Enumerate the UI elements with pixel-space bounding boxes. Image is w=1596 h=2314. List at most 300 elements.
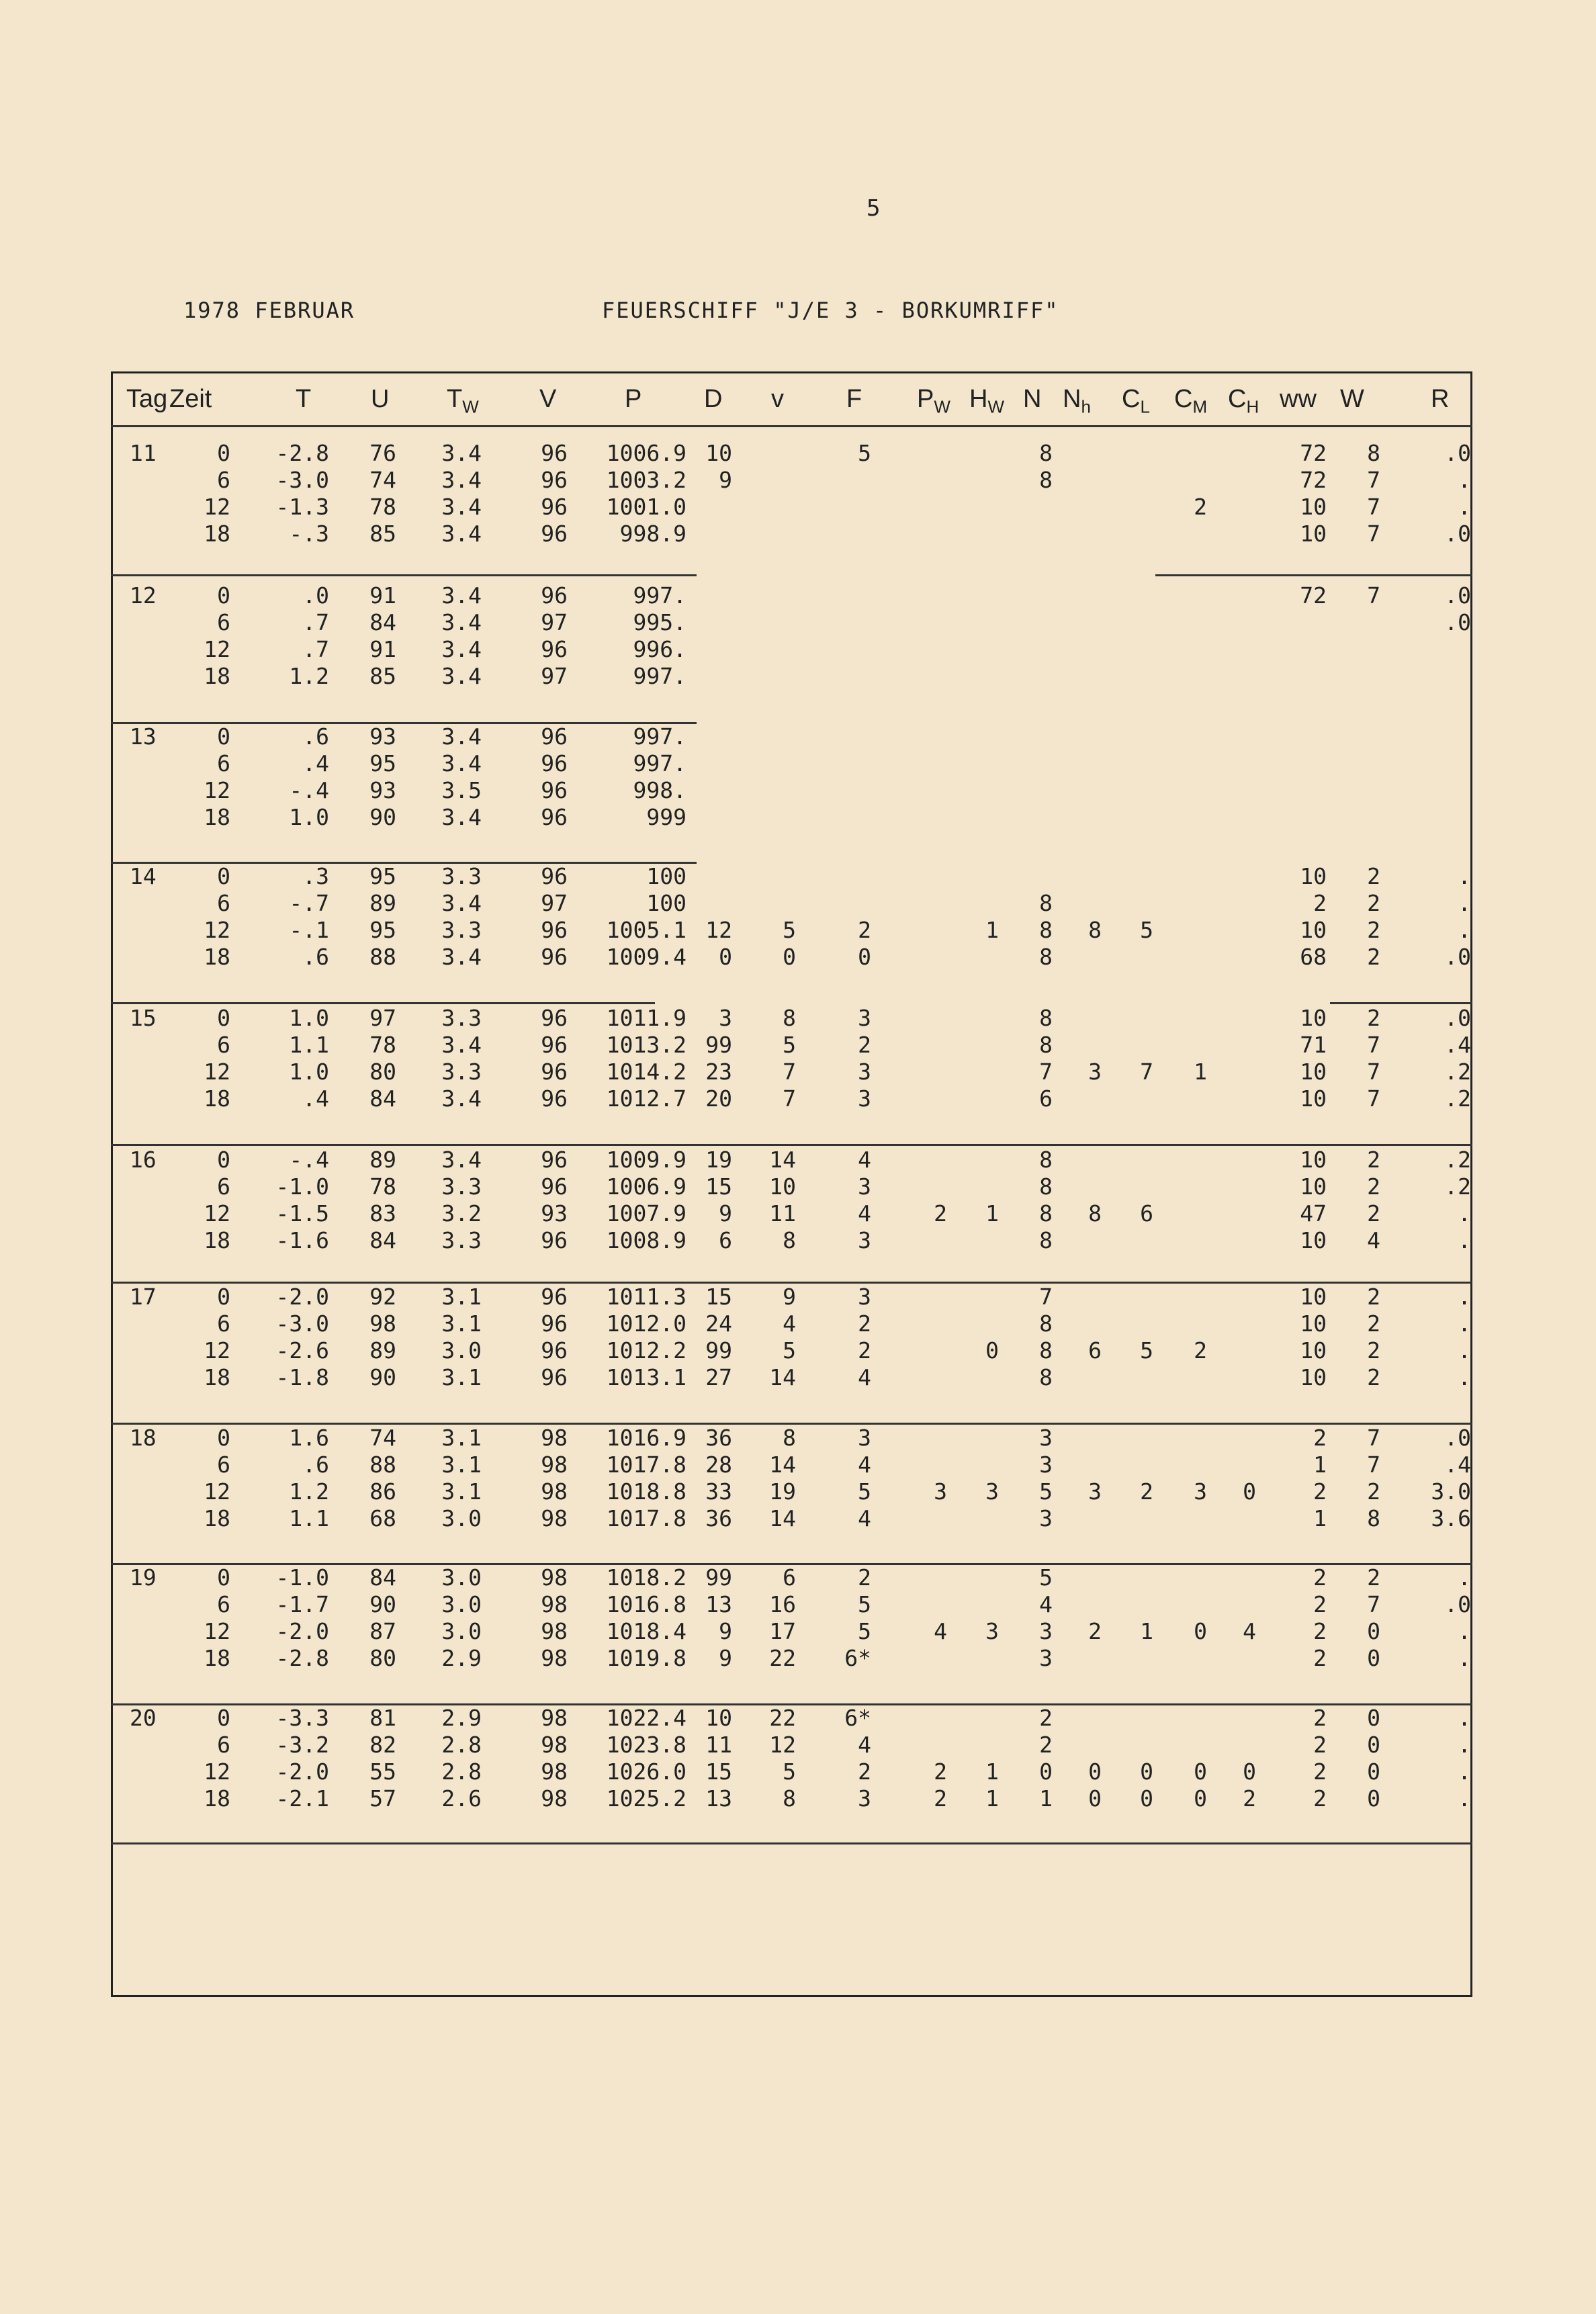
table-cell: 0 bbox=[719, 944, 732, 970]
table-cell: 96 bbox=[541, 1059, 568, 1085]
table-cell: 0 bbox=[217, 863, 230, 889]
table-cell: 98 bbox=[541, 1785, 568, 1812]
table-cell: 2 bbox=[1313, 1785, 1327, 1812]
column-header bbox=[1431, 385, 1449, 414]
table-cell: 2 bbox=[1367, 1005, 1380, 1031]
table-cell: 8 bbox=[1039, 1200, 1053, 1227]
column-header bbox=[1340, 385, 1364, 414]
table-cell: 0 bbox=[217, 1284, 230, 1310]
column-header bbox=[1228, 385, 1259, 418]
table-cell: 6 bbox=[719, 1227, 732, 1253]
table-cell: 10 bbox=[1300, 494, 1327, 520]
table-cell: 6 bbox=[217, 1732, 230, 1758]
table-cell: 1026.0 bbox=[606, 1759, 686, 1785]
table-cell: 68 bbox=[369, 1505, 396, 1531]
table-cell: 10 bbox=[1300, 917, 1327, 943]
table-cell: .0 bbox=[1444, 440, 1471, 466]
table-cell: 12 bbox=[204, 917, 230, 943]
table-cell: 13 bbox=[705, 1785, 732, 1812]
table-cell: 2 bbox=[1313, 1705, 1327, 1731]
table-cell: 10 bbox=[1300, 1227, 1327, 1253]
table-cell: 98 bbox=[541, 1618, 568, 1644]
table-cell: 4 bbox=[858, 1200, 871, 1227]
table-cell: 78 bbox=[369, 1032, 396, 1058]
table-cell: 71 bbox=[1300, 1032, 1327, 1058]
table-cell: 1.1 bbox=[289, 1505, 329, 1531]
table-cell: 4 bbox=[858, 1452, 871, 1478]
table-cell: 1.0 bbox=[289, 804, 329, 830]
table-cell: 4 bbox=[858, 1364, 871, 1390]
table-cell: 96 bbox=[541, 750, 568, 776]
column-header-main: T bbox=[447, 385, 463, 413]
table-cell: 1013.1 bbox=[606, 1364, 686, 1390]
table-cell: 0 bbox=[1367, 1785, 1380, 1812]
table-cell: 3 bbox=[1088, 1478, 1102, 1505]
table-cell: 5 bbox=[1039, 1564, 1053, 1591]
table-cell: 8 bbox=[1367, 1505, 1380, 1531]
table-cell: 3.0 bbox=[441, 1505, 482, 1531]
table-cell: .0 bbox=[1444, 609, 1471, 635]
table-cell: . bbox=[1458, 467, 1471, 493]
table-cell: 1 bbox=[1313, 1452, 1327, 1478]
table-cell: .0 bbox=[1444, 1005, 1471, 1031]
table-cell: 3.6 bbox=[1431, 1505, 1471, 1531]
table-cell: 7 bbox=[1039, 1284, 1053, 1310]
table-cell: 2 bbox=[858, 1759, 871, 1785]
table-cell: 98 bbox=[541, 1705, 568, 1731]
table-cell: 28 bbox=[705, 1452, 732, 1478]
table-cell: 6 bbox=[217, 1032, 230, 1058]
table-cell: 10 bbox=[1300, 1337, 1327, 1364]
table-cell: 84 bbox=[369, 1564, 396, 1591]
table-cell: 15 bbox=[705, 1173, 732, 1200]
table-cell: 12 bbox=[204, 777, 230, 803]
table-cell: 98 bbox=[541, 1759, 568, 1785]
table-cell: 1005.1 bbox=[606, 917, 686, 943]
table-cell: 1.0 bbox=[289, 1005, 329, 1031]
table-cell: 1011.9 bbox=[606, 1005, 686, 1031]
table-cell: 3.4 bbox=[441, 804, 482, 830]
table-cell: . bbox=[1458, 1618, 1471, 1644]
table-cell: 995. bbox=[633, 609, 686, 635]
table-cell: 93 bbox=[369, 723, 396, 750]
table-cell: -.3 bbox=[289, 521, 329, 547]
column-header bbox=[126, 385, 167, 414]
table-cell: 3.0 bbox=[441, 1564, 482, 1591]
table-cell: 3.4 bbox=[441, 609, 482, 635]
table-cell: 2 bbox=[1367, 890, 1380, 916]
column-header-subscript: W bbox=[987, 396, 1004, 417]
table-cell: 2 bbox=[1367, 944, 1380, 970]
table-cell: 10 bbox=[1300, 1284, 1327, 1310]
table-cell: 1.1 bbox=[289, 1032, 329, 1058]
day-tag: 20 bbox=[130, 1705, 157, 1731]
table-cell: 1011.3 bbox=[606, 1284, 686, 1310]
table-cell: -2.0 bbox=[275, 1759, 329, 1785]
table-cell: 998. bbox=[633, 777, 686, 803]
column-header-main: W bbox=[1340, 385, 1364, 413]
table-cell: -2.1 bbox=[275, 1785, 329, 1812]
table-cell: 0 bbox=[1243, 1478, 1256, 1505]
column-header-main: v bbox=[771, 385, 784, 413]
table-cell: -.1 bbox=[289, 917, 329, 943]
table-cell: 98 bbox=[541, 1732, 568, 1758]
table-cell: 14 bbox=[769, 1364, 796, 1390]
table-cell: 1007.9 bbox=[606, 1200, 686, 1227]
table-cell: 0 bbox=[1039, 1759, 1053, 1785]
table-cell: 1 bbox=[1313, 1505, 1327, 1531]
table-cell: 10 bbox=[1300, 1364, 1327, 1390]
table-cell: 3.3 bbox=[441, 1059, 482, 1085]
table-cell: 6 bbox=[217, 609, 230, 635]
table-cell: 6 bbox=[217, 1452, 230, 1478]
table-cell: . bbox=[1458, 1564, 1471, 1591]
table-cell: 8 bbox=[1039, 890, 1053, 916]
table-cell: 8 bbox=[1039, 1227, 1053, 1253]
table-cell: 1 bbox=[1140, 1618, 1153, 1644]
table-cell: 3.4 bbox=[441, 890, 482, 916]
table-cell: 10 bbox=[1300, 1173, 1327, 1200]
column-header-main: F bbox=[846, 385, 862, 413]
table-cell: 1017.8 bbox=[606, 1452, 686, 1478]
table-cell: 3 bbox=[858, 1425, 871, 1451]
table-cell: 12 bbox=[769, 1732, 796, 1758]
column-header-main: T bbox=[296, 385, 312, 413]
table-cell: 2 bbox=[1313, 1425, 1327, 1451]
table-cell: 97 bbox=[541, 890, 568, 916]
table-cell: 96 bbox=[541, 1173, 568, 1200]
table-cell: 5 bbox=[783, 1759, 796, 1785]
table-cell: 96 bbox=[541, 1364, 568, 1390]
table-cell: 3.4 bbox=[441, 582, 482, 609]
table-cell: 89 bbox=[369, 1147, 396, 1173]
table-cell: 89 bbox=[369, 890, 396, 916]
day-tag: 17 bbox=[130, 1284, 157, 1310]
table-cell: 4 bbox=[858, 1505, 871, 1531]
table-cell: 8 bbox=[1039, 1032, 1053, 1058]
table-cell: 1025.2 bbox=[606, 1785, 686, 1812]
table-cell: .0 bbox=[1444, 582, 1471, 609]
table-cell: 95 bbox=[369, 917, 396, 943]
table-cell: 15 bbox=[705, 1284, 732, 1310]
table-cell: 7 bbox=[1367, 582, 1380, 609]
table-cell: .6 bbox=[302, 723, 329, 750]
table-cell: 2 bbox=[858, 1337, 871, 1364]
table-cell: 95 bbox=[369, 750, 396, 776]
table-cell: 2.6 bbox=[441, 1785, 482, 1812]
table-cell: 4 bbox=[1243, 1618, 1256, 1644]
table-cell: -3.3 bbox=[275, 1705, 329, 1731]
table-cell: -1.0 bbox=[275, 1564, 329, 1591]
table-cell: 2 bbox=[1313, 1564, 1327, 1591]
table-cell: 2 bbox=[934, 1785, 947, 1812]
table-cell: 96 bbox=[541, 944, 568, 970]
table-cell: 2 bbox=[1367, 1147, 1380, 1173]
column-header-main: H bbox=[969, 385, 988, 413]
table-cell: 7 bbox=[783, 1059, 796, 1085]
table-cell: .6 bbox=[302, 944, 329, 970]
table-cell: -3.0 bbox=[275, 467, 329, 493]
day-tag: 11 bbox=[130, 440, 157, 466]
table-cell: 12 bbox=[204, 494, 230, 520]
table-cell: 5 bbox=[1039, 1478, 1053, 1505]
table-cell: 3.1 bbox=[441, 1284, 482, 1310]
table-cell: 36 bbox=[705, 1425, 732, 1451]
table-cell: 6 bbox=[1039, 1085, 1053, 1112]
column-header-main: Zeit bbox=[169, 385, 212, 413]
table-cell: 1.2 bbox=[289, 663, 329, 689]
table-cell: 8 bbox=[1088, 1200, 1102, 1227]
table-cell: 5 bbox=[783, 917, 796, 943]
table-cell: 7 bbox=[1367, 1032, 1380, 1058]
table-cell: 5 bbox=[1140, 1337, 1153, 1364]
table-cell: 10 bbox=[1300, 1085, 1327, 1112]
table-cell: 1 bbox=[1039, 1785, 1053, 1812]
table-cell: 5 bbox=[858, 440, 871, 466]
table-cell: 2.9 bbox=[441, 1645, 482, 1671]
table-cell: . bbox=[1458, 1759, 1471, 1785]
table-cell: 84 bbox=[369, 1227, 396, 1253]
day-tag: 15 bbox=[130, 1005, 157, 1031]
table-cell: 0 bbox=[217, 440, 230, 466]
table-cell: 1.0 bbox=[289, 1059, 329, 1085]
table-cell: 6* bbox=[844, 1705, 871, 1731]
table-cell: 1018.8 bbox=[606, 1478, 686, 1505]
table-cell: 3.1 bbox=[441, 1478, 482, 1505]
table-cell: 2 bbox=[1313, 1591, 1327, 1617]
table-cell: 3.4 bbox=[441, 723, 482, 750]
table-cell: 7 bbox=[1367, 1425, 1380, 1451]
table-cell: 84 bbox=[369, 609, 396, 635]
table-cell: 10 bbox=[1300, 863, 1327, 889]
table-cell: 4 bbox=[1039, 1591, 1053, 1617]
table-cell: 997. bbox=[633, 750, 686, 776]
table-cell: 96 bbox=[541, 1310, 568, 1337]
table-cell: . bbox=[1458, 1337, 1471, 1364]
table-cell: 19 bbox=[705, 1147, 732, 1173]
column-header bbox=[447, 385, 479, 418]
table-cell: 10 bbox=[1300, 1005, 1327, 1031]
table-cell: 3 bbox=[985, 1478, 999, 1505]
table-cell: . bbox=[1458, 494, 1471, 520]
table-cell: 96 bbox=[541, 777, 568, 803]
table-cell: 8 bbox=[783, 1425, 796, 1451]
row-rule bbox=[111, 1144, 1472, 1146]
table-cell: .6 bbox=[302, 1452, 329, 1478]
table-cell: 3 bbox=[858, 1059, 871, 1085]
table-cell: 3.1 bbox=[441, 1452, 482, 1478]
table-cell: 0 bbox=[217, 723, 230, 750]
table-cell: -2.0 bbox=[275, 1618, 329, 1644]
column-header bbox=[296, 385, 311, 414]
table-cell: 996. bbox=[633, 636, 686, 662]
table-cell: 98 bbox=[541, 1425, 568, 1451]
table-cell: 3 bbox=[858, 1284, 871, 1310]
table-cell: 3 bbox=[1039, 1425, 1053, 1451]
table-cell: . bbox=[1458, 1310, 1471, 1337]
day-tag: 16 bbox=[130, 1147, 157, 1173]
table-cell: 22 bbox=[769, 1645, 796, 1671]
table-cell: 72 bbox=[1300, 440, 1327, 466]
table-cell: 1001.0 bbox=[606, 494, 686, 520]
table-cell: 8 bbox=[783, 1227, 796, 1253]
table-cell: 3.2 bbox=[441, 1200, 482, 1227]
table-cell: 4 bbox=[858, 1147, 871, 1173]
table-cell: 3.1 bbox=[441, 1364, 482, 1390]
table-cell: 18 bbox=[204, 663, 230, 689]
table-cell: 100 bbox=[646, 863, 686, 889]
table-cell: 14 bbox=[769, 1147, 796, 1173]
table-cell: 7 bbox=[1367, 1059, 1380, 1085]
table-cell: 2 bbox=[1367, 1310, 1380, 1337]
table-cell: 14 bbox=[769, 1452, 796, 1478]
table-cell: 997. bbox=[633, 582, 686, 609]
table-cell: .7 bbox=[302, 609, 329, 635]
table-cell: 3.4 bbox=[441, 467, 482, 493]
table-cell: 3 bbox=[858, 1005, 871, 1031]
table-cell: 57 bbox=[369, 1785, 396, 1812]
table-cell: 1006.9 bbox=[606, 1173, 686, 1200]
table-cell: 8 bbox=[1367, 440, 1380, 466]
table-cell: 98 bbox=[541, 1478, 568, 1505]
table-cell: .0 bbox=[1444, 1425, 1471, 1451]
table-cell: 90 bbox=[369, 1591, 396, 1617]
table-cell: 3 bbox=[719, 1005, 732, 1031]
table-cell: 2 bbox=[934, 1759, 947, 1785]
table-cell: . bbox=[1458, 863, 1471, 889]
table-cell: 90 bbox=[369, 1364, 396, 1390]
table-cell: 7 bbox=[1367, 1085, 1380, 1112]
table-cell: 2 bbox=[934, 1200, 947, 1227]
table-cell: 100 bbox=[646, 890, 686, 916]
table-cell: 20 bbox=[705, 1085, 732, 1112]
table-cell: 3.3 bbox=[441, 917, 482, 943]
table-cell: 93 bbox=[369, 777, 396, 803]
table-cell: 4 bbox=[783, 1310, 796, 1337]
table-cell: 72 bbox=[1300, 582, 1327, 609]
column-header bbox=[1063, 385, 1091, 418]
column-header bbox=[704, 385, 722, 414]
table-cell: 3.4 bbox=[441, 663, 482, 689]
table-cell: 1022.4 bbox=[606, 1705, 686, 1731]
table-cell: 2 bbox=[1367, 917, 1380, 943]
table-cell: 1.2 bbox=[289, 1478, 329, 1505]
column-header-subscript: W bbox=[462, 396, 479, 417]
table-cell: 997. bbox=[633, 663, 686, 689]
table-cell: 74 bbox=[369, 1425, 396, 1451]
table-cell: 88 bbox=[369, 944, 396, 970]
table-cell: 95 bbox=[369, 863, 396, 889]
table-cell: .2 bbox=[1444, 1085, 1471, 1112]
table-cell: 8 bbox=[1039, 917, 1053, 943]
table-cell: 76 bbox=[369, 440, 396, 466]
table-cell: 3.3 bbox=[441, 1005, 482, 1031]
table-cell: 13 bbox=[705, 1591, 732, 1617]
table-cell: .0 bbox=[302, 582, 329, 609]
table-cell: 98 bbox=[369, 1310, 396, 1337]
table-cell: .4 bbox=[302, 1085, 329, 1112]
table-cell: 11 bbox=[705, 1732, 732, 1758]
column-header bbox=[846, 385, 862, 414]
table-cell: 2 bbox=[1313, 1645, 1327, 1671]
column-header bbox=[1122, 385, 1150, 418]
table-cell: 3 bbox=[934, 1478, 947, 1505]
table-cell: 98 bbox=[541, 1452, 568, 1478]
row-rule bbox=[111, 1002, 655, 1004]
table-cell: 2 bbox=[1367, 1173, 1380, 1200]
table-cell: . bbox=[1458, 1645, 1471, 1671]
table-cell: 2 bbox=[1367, 1478, 1380, 1505]
table-cell: 0 bbox=[1367, 1645, 1380, 1671]
table-cell: 3.4 bbox=[441, 1032, 482, 1058]
table-cell: -3.2 bbox=[275, 1732, 329, 1758]
table-cell: 18 bbox=[204, 804, 230, 830]
table-cell: 8 bbox=[1039, 1337, 1053, 1364]
table-cell: 78 bbox=[369, 1173, 396, 1200]
table-cell: .4 bbox=[302, 750, 329, 776]
table-cell: 96 bbox=[541, 804, 568, 830]
table-cell: 47 bbox=[1300, 1200, 1327, 1227]
table-cell: 2 bbox=[858, 1032, 871, 1058]
table-cell: 4 bbox=[1367, 1227, 1380, 1253]
table-cell: 7 bbox=[1367, 467, 1380, 493]
column-header bbox=[1023, 385, 1041, 414]
table-cell: 98 bbox=[541, 1505, 568, 1531]
table-cell: 3.4 bbox=[441, 440, 482, 466]
table-cell: 0 bbox=[985, 1337, 999, 1364]
table-cell: 8 bbox=[1039, 1364, 1053, 1390]
table-cell: 12 bbox=[204, 636, 230, 662]
column-header-main: C bbox=[1122, 385, 1141, 413]
table-cell: -2.0 bbox=[275, 1284, 329, 1310]
table-cell: 96 bbox=[541, 1147, 568, 1173]
table-cell: 12 bbox=[204, 1478, 230, 1505]
table-cell: 55 bbox=[369, 1759, 396, 1785]
table-cell: 17 bbox=[769, 1618, 796, 1644]
table-cell: 3 bbox=[1039, 1505, 1053, 1531]
day-tag: 13 bbox=[130, 723, 157, 750]
table-cell: 10 bbox=[705, 440, 732, 466]
column-header bbox=[771, 385, 784, 414]
table-cell: 9 bbox=[719, 467, 732, 493]
table-cell: 0 bbox=[217, 1005, 230, 1031]
table-cell: 9 bbox=[719, 1645, 732, 1671]
table-cell: 18 bbox=[204, 521, 230, 547]
table-cell: .3 bbox=[302, 863, 329, 889]
table-cell: 84 bbox=[369, 1085, 396, 1112]
table-cell: 2 bbox=[1313, 890, 1327, 916]
table-cell: 91 bbox=[369, 582, 396, 609]
table-cell: 18 bbox=[204, 1645, 230, 1671]
table-cell: 1016.8 bbox=[606, 1591, 686, 1617]
column-header-subscript: H bbox=[1246, 396, 1259, 417]
day-tag: 19 bbox=[130, 1564, 157, 1591]
table-cell: 93 bbox=[541, 1200, 568, 1227]
table-cell: 0 bbox=[1194, 1785, 1207, 1812]
table-cell: 2 bbox=[1140, 1478, 1153, 1505]
row-rule bbox=[111, 425, 1472, 427]
column-header-subscript: M bbox=[1192, 396, 1208, 417]
column-header bbox=[1174, 385, 1207, 418]
table-cell: -2.6 bbox=[275, 1337, 329, 1364]
table-cell: 3 bbox=[985, 1618, 999, 1644]
table-cell: 3 bbox=[1039, 1452, 1053, 1478]
table-cell: 99 bbox=[705, 1032, 732, 1058]
table-cell: 87 bbox=[369, 1618, 396, 1644]
table-cell: 18 bbox=[204, 1505, 230, 1531]
table-cell: 3 bbox=[1194, 1478, 1207, 1505]
table-cell: 3.0 bbox=[1431, 1478, 1471, 1505]
